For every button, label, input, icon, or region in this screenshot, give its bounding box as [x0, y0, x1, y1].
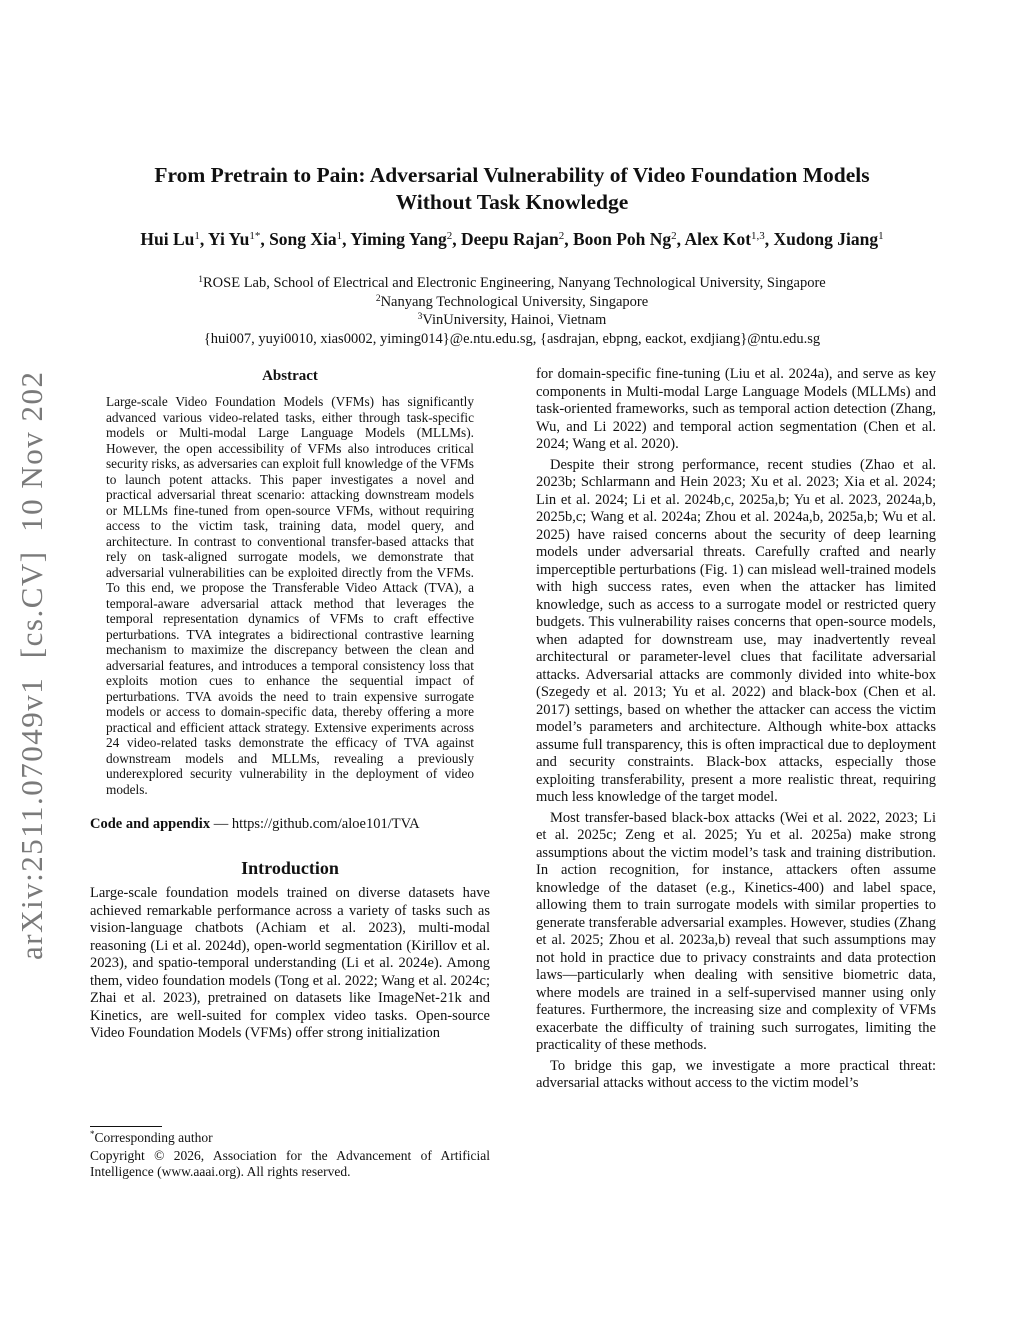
author: Alex Kot$^{1,3}$ [684, 229, 765, 249]
author: Xudong Jiang$^1$ [773, 229, 884, 249]
author: Yiming Yang$^2$ [350, 229, 453, 249]
affiliation: $^2$Nanyang Technological University, Singapore [375, 293, 649, 310]
copyright-notice: Copyright © 2026, Association for the Advancement of Artificial Intelligence (www.aaai.org). All rights reserved. [90, 1147, 490, 1179]
body-paragraph: Despite their strong performance, recent studies (Zhao et al. 2023b; Schlarmann and Hein 2023; Xu et al. 2023; Xia et al. 2024; Lin et al. 2024; Li et al. 2024b,c, 2025a,b; Yu et al. 2023, 2024a,b, 2025b,c; Wang et al. 2024a; Zhou et al. 2024a,b, 2025a,b; Wu et al. 2025) have raised concerns about the security of deep learning models under adversarial threats. Carefully crafted and nearly imperceptible perturbations (Fig. 1) can mislead well-trained models with high success rates, even when the attacker has limited knowledge, such as access to a surrogate model or restricted query budgets. This vulnerability raises concerns that open-source models, when adapted for downstream use, may inadvertently reveal architectural or parameter-level clues that facilitate adversarial attacks. Adversarial attacks are commonly divided into white-box (Szegedy et al. 2013; Yu et al. 2022) and black-box (Chen et al. 2017) settings, based on whether the attacker can access the victim model’s parameters and architecture. Although white-box attacks assume full transparency, this is often impractical due to deployment and security constraints. Black-box attacks, especially those exploiting transferability, present a more realistic threat, requiring much less knowledge of the target model. [536, 456, 936, 805]
paper-title-line-1: From Pretrain to Pain: Adversarial Vulnerability of Video Foundation Models [154, 163, 870, 187]
body-paragraph: Most transfer-based black-box attacks (Wei et al. 2022, 2023; Li et al. 2025c; Zeng et al. 2025; Yu et al. 2025a) make strong assumptions about the victim model’s task and training distribution. In action recognition, for instance, attackers often assume knowledge of the dataset (e.g., Kinetics-400) and label space, allowing them to train surrogate models with similar properties to generate transferable adversarial examples. However, studies (Zhang et al. 2025; Zhou et al. 2023a,b) reveal that such assumptions may not hold in practice due to privacy constraints and data protection laws—particularly when dealing with sensitive biometric data, where models are trained in a self-supervised manner using only features. Furthermore, the increasing size and complexity of VFMs exacerbate the difficulty of training such surrogates, limiting the practicality of these methods. [536, 809, 936, 1053]
code-and-appendix [90, 815, 490, 833]
code-label: Code and appendix [90, 816, 211, 832]
paper-title-line-2: Without Task Knowledge [395, 190, 629, 214]
body-paragraph: for domain-specific fine-tuning (Liu et al. 2024a), and serve as key components in Multi-modal Large Language Models (MLLMs) and task-oriented frameworks, such as temporal action detection (Zhang, Wu, and Li 2022) and temporal action segmentation (Chen et al. 2024; Wang et al. 2020). [536, 366, 936, 452]
author: Boon Poh Ng$^2$ [572, 229, 677, 249]
code-link[interactable]: — https://github.com/aloe101/TVA [210, 816, 420, 832]
affiliation: $^1$ROSE Lab, School of Electrical and Electronic Engineering, Nanyang Technological University, Singapore [198, 275, 826, 291]
author: Song Xia$^1$ [269, 229, 343, 249]
left-column [90, 366, 490, 1043]
affiliation: $^3$VinUniversity, Hainoi, Vietnam [417, 312, 607, 328]
author: Yi $Yu^{1*}$ [207, 229, 261, 249]
author: Hui Lu$^1$ [140, 229, 200, 249]
paper-title [90, 162, 934, 216]
right-column [536, 366, 936, 1093]
abstract-heading: Abstract [262, 368, 318, 384]
footnote-divider [90, 1126, 162, 1127]
footnote-block [90, 1126, 490, 1181]
affiliations [90, 274, 934, 348]
arxiv-identifier-stamp [2, 370, 58, 970]
author-emails: {hui007, yuyi0010, xias0002, yiming014}@e.ntu.edu.sg, {asdrajan, ebpng, eackot, exdjiang}@ntu.edu.sg [203, 330, 821, 347]
author-list: Hui Lu$^1$, Yi $Yu^{1*}$, Song Xia$^1$, Yiming Yang$^2$, Deepu Rajan$^2$, Boon Poh Ng$^2$, Alex Kot$^{1,3}$, Xudong Jiang$^1$ [140, 229, 884, 249]
author: Deepu Rajan$^2$ [460, 229, 565, 249]
arxiv-identifier-text: arXiv:2511.07049v1 [cs.CV] 10 Nov 2025 [14, 370, 49, 960]
abstract-body: Large-scale Video Foundation Models (VFMs) has significantly advanced various video-related tasks, either through task-specific models or Multi-modal Large Language Models (MLLMs). However, the open accessibility of VFMs also introduces critical security risks, as adversaries can exploit full knowledge of the VFMs to launch potent attacks. This paper investigates a novel and practical adversarial threat scenario: attacking downstream models or MLLMs fine-tuned from open-source VFMs, without requiring access to the victim task, training data, model query, and architecture. In contrast to conventional transfer-based attacks that rely on task-aligned surrogate models, we demonstrate that adversarial vulnerabilities can be exploited directly from the VFMs. To this end, we propose the Transferable Video Attack (TVA), a temporal-aware adversarial attack method that leverages the temporal representation dynamics of VFMs to craft effective perturbations. TVA integrates a bidirectional contrastive learning mechanism to maximize the discrepancy between the clean and adversarial features, and introduces a temporal consistency loss that exploits motion cues to enhance the sequential impact of perturbations. TVA avoids the need to train expensive surrogate models or access to domain-specific data, thereby offering a more practical and efficient attack strategy. Extensive experiments across 24 video-related tasks demonstrate the efficacy of TVA against downstream models and MLLMs, revealing a previously underexplored security vulnerability in the deployment of video models. [106, 394, 474, 797]
corresponding-author-footnote: *Corresponding author [90, 1129, 213, 1145]
introduction-heading: Introduction [241, 858, 339, 878]
intro-paragraph: Large-scale foundation models trained on diverse datasets have achieved remarkable performance across a variety of tasks such as vision-language chatbots (Achiam et al. 2023), multi-modal reasoning (Li et al. 2024d), open-world segmentation (Kirillov et al. 2023), and spatio-temporal understanding (Li et al. 2024e). Among them, video foundation models (Tong et al. 2022; Wang et al. 2024c; Zhai et al. 2023), pretrained on datasets like ImageNet-21k and Kinetics, are well-suited for complex video tasks. Open-source Video Foundation Models (VFMs) offer strong initialization [90, 885, 490, 1041]
body-paragraph: To bridge this gap, we investigate a more practical threat: adversarial attacks without access to the victim model’s [536, 1057, 936, 1091]
